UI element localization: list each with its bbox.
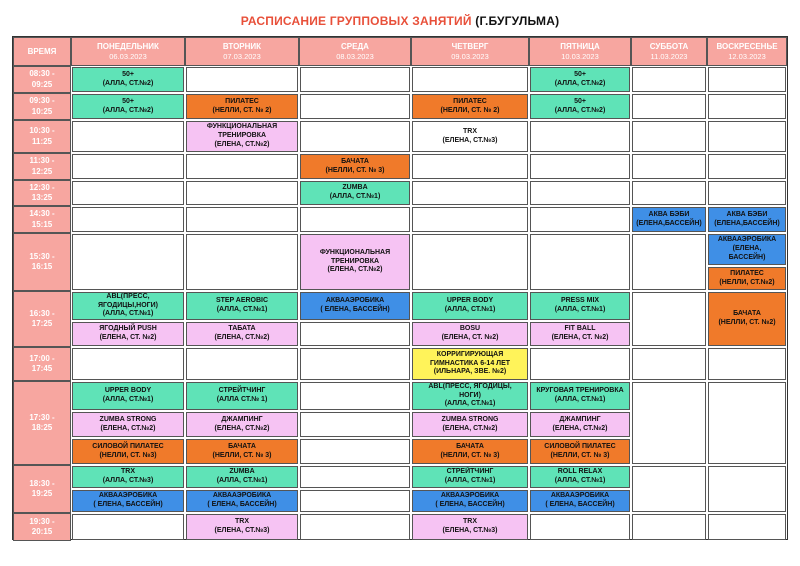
empty-cell (300, 412, 410, 437)
class-info: (АЛЛА, СТ.№1) (216, 306, 268, 313)
class-cell (530, 67, 630, 92)
empty-cell (708, 67, 786, 92)
class-info: ТРЕНИРОВКА (330, 257, 380, 265)
time-start: 14:30 - (29, 209, 55, 219)
class-info: (ЕЛЕНА,БАССЕЙН) (714, 219, 780, 227)
class-info: (ЕЛЕНА, СТ.№2) (442, 424, 498, 432)
class-cell (300, 154, 410, 179)
time-cell (13, 233, 71, 291)
class-cell (412, 322, 528, 346)
class-name: 50+ (122, 97, 134, 105)
class-cell (72, 412, 184, 437)
class-info: (АЛЛА, СТ.№1) (444, 400, 496, 408)
class-cell (412, 94, 528, 119)
class-name: ФУНКЦИОНАЛЬНАЯ (319, 248, 391, 256)
class-info: (ЕЛЕНА, СТ. №2) (441, 334, 499, 341)
time-end: 11:25 (31, 136, 53, 146)
class-name: БАЧАТА (456, 442, 484, 450)
time-cell (13, 120, 71, 153)
class-name: СИЛОВОЙ ПИЛАТЕС (92, 442, 164, 450)
class-info: (ЕЛЕНА,БАССЕЙН) (636, 219, 702, 227)
class-cell (186, 94, 298, 119)
class-cell (412, 412, 528, 437)
class-cell (530, 382, 630, 410)
class-info: (АЛЛА, СТ.№1) (329, 193, 381, 200)
class-name: КРУГОВАЯ ТРЕНИРОВКА (536, 387, 624, 395)
empty-cell (632, 348, 706, 380)
empty-cell (72, 234, 184, 290)
time-end: 12:25 (31, 166, 53, 176)
empty-cell (530, 514, 630, 540)
day-date: 12.03.2023 (728, 51, 766, 61)
empty-cell (708, 466, 786, 512)
class-info: (АЛЛА, СТ.№1) (554, 477, 606, 484)
class-name: ТАБАТА (228, 325, 256, 333)
title-city: (Г.БУГУЛЬМА) (475, 14, 560, 28)
class-name: ФУНКЦИОНАЛЬНАЯ (206, 123, 278, 131)
class-name: ЯГОДНЫЙ PUSH (99, 325, 157, 333)
empty-cell (72, 207, 184, 232)
class-info: (ЕЛЕНА, СТ.№2) (100, 424, 156, 432)
class-name: АКВА БЭБИ (726, 210, 768, 218)
class-name: БАЧАТА (228, 442, 256, 450)
class-cell (530, 292, 630, 320)
class-name: UPPER BODY (104, 387, 152, 395)
empty-cell (530, 207, 630, 232)
time-cell (13, 153, 71, 180)
class-cell (72, 439, 184, 464)
empty-cell (632, 234, 706, 290)
time-end: 10:25 (31, 106, 53, 116)
class-name: СТРЕЙТЧИНГ (218, 387, 266, 395)
class-cell (300, 292, 410, 320)
class-cell (186, 439, 298, 464)
class-name: ABL(ПРЕСС, (106, 292, 150, 300)
empty-cell (72, 348, 184, 380)
empty-cell (708, 348, 786, 380)
class-cell (530, 466, 630, 488)
day-header (299, 37, 411, 66)
empty-cell (412, 154, 528, 179)
class-name: ZUMBA (229, 468, 255, 476)
empty-cell (708, 382, 786, 464)
empty-cell (300, 466, 410, 488)
class-info: (ЕЛЕНА, (732, 245, 762, 253)
class-cell (186, 322, 298, 346)
empty-cell (632, 382, 706, 464)
class-name: ZUMBA STRONG (441, 415, 499, 423)
time-start: 17:00 - (29, 353, 55, 363)
page-title (0, 14, 800, 28)
empty-cell (632, 514, 706, 540)
empty-cell (186, 234, 298, 290)
class-name: FIT BALL (564, 325, 596, 333)
time-start: 08:30 - (29, 69, 55, 79)
class-name: TRX (463, 518, 477, 526)
class-info: (АЛЛА, СТ.№1) (554, 396, 606, 403)
class-info: НОГИ) (459, 391, 481, 399)
day-date: 06.03.2023 (109, 51, 147, 61)
time-start: 15:30 - (29, 251, 55, 261)
class-info: (АЛЛА, СТ.№1) (216, 477, 268, 484)
class-info: (АЛЛА, СТ.№2) (554, 106, 606, 114)
day-name: ПЯТНИЦА (560, 41, 600, 51)
class-name: ROLL RELAX (557, 468, 603, 476)
class-name: ПИЛАТЕС (730, 269, 764, 277)
class-cell (412, 121, 528, 152)
class-name: 50+ (574, 70, 586, 78)
class-name: TRX (235, 518, 249, 526)
class-info: (НЕЛЛИ, СТ. № 3) (440, 451, 500, 459)
class-name: TRX (463, 127, 477, 135)
time-start: 19:30 - (29, 516, 55, 526)
class-name: PRESS MIX (560, 297, 600, 305)
class-name: ABL(ПРЕСС, ЯГОДИЦЫ, (428, 382, 512, 390)
empty-cell (708, 181, 786, 205)
class-cell (72, 490, 184, 512)
empty-cell (412, 207, 528, 232)
class-name: ZUMBA (342, 184, 368, 192)
time-end: 15:15 (31, 219, 53, 229)
class-cell (186, 292, 298, 320)
day-name: ВТОРНИК (222, 41, 262, 51)
class-cell (530, 412, 630, 437)
time-cell (13, 513, 71, 541)
class-cell (186, 382, 298, 410)
class-info: (АЛЛА, СТ.№1) (102, 396, 154, 403)
time-end: 16:15 (31, 262, 53, 271)
time-header (13, 37, 71, 66)
class-cell (708, 234, 786, 265)
time-cell (13, 381, 71, 465)
class-name: БАЧАТА (733, 310, 761, 318)
class-cell (300, 181, 410, 205)
class-name: ДЖАМПИНГ (559, 415, 601, 423)
class-name: АКВААЭРОБИКА (440, 492, 500, 500)
time-cell (13, 206, 71, 233)
time-start: 10:30 - (29, 126, 55, 136)
class-info: (ИЛЬНАРА, ЗВЕ. №2) (433, 368, 507, 376)
day-date: 10.03.2023 (561, 51, 599, 61)
empty-cell (530, 181, 630, 205)
class-name: ПИЛАТЕС (225, 97, 259, 105)
empty-cell (632, 154, 706, 179)
empty-cell (632, 292, 706, 346)
class-name: ДЖАМПИНГ (221, 415, 263, 423)
class-info: (ЕЛЕНА, СТ.№2) (327, 266, 383, 274)
class-cell (708, 207, 786, 232)
class-info: (АЛЛА, СТ.№1) (102, 310, 154, 318)
empty-cell (186, 207, 298, 232)
class-cell (72, 382, 184, 410)
class-info: (ЕЛЕНА, СТ.№3) (214, 527, 270, 534)
class-cell (708, 292, 786, 346)
class-name: АКВААЭРОБИКА (98, 492, 158, 500)
day-date: 11.03.2023 (650, 51, 688, 61)
empty-cell (300, 348, 410, 380)
class-name: BOSU (459, 325, 481, 333)
class-info: ( ЕЛЕНА, БАССЕЙН) (207, 501, 277, 508)
class-info: ТРЕНИРОВКА (217, 132, 267, 140)
time-cell (13, 347, 71, 381)
class-info: (АЛЛА, СТ.№2) (554, 79, 606, 87)
day-name: ПОНЕДЕЛЬНИК (97, 41, 159, 51)
empty-cell (300, 490, 410, 512)
day-name: СУББОТА (649, 41, 689, 51)
empty-cell (708, 154, 786, 179)
class-cell (530, 94, 630, 119)
day-date: 08.03.2023 (336, 51, 374, 61)
class-info: (НЕЛЛИ, СТ. №3) (99, 451, 157, 459)
empty-cell (530, 121, 630, 152)
class-name: СИЛОВОЙ ПИЛАТЕС (544, 442, 616, 450)
day-header (411, 37, 529, 66)
class-info: ( ЕЛЕНА, БАССЕЙН) (93, 501, 163, 508)
empty-cell (186, 181, 298, 205)
time-cell (13, 93, 71, 120)
class-info: (АЛЛА СТ.№ 1) (216, 396, 268, 403)
class-info: (АЛЛА, СТ.№1) (554, 306, 606, 313)
class-info: (АЛЛА, СТ.№1) (444, 477, 496, 484)
empty-cell (186, 348, 298, 380)
day-name: ЧЕТВЕРГ (451, 41, 489, 51)
time-start: 16:30 - (29, 308, 55, 318)
class-name: АКВААЭРОБИКА (325, 297, 385, 305)
title-main: РАСПИСАНИЕ ГРУППОВЫХ ЗАНЯТИЙ (240, 14, 472, 28)
class-name: АКВААЭРОБИКА (717, 236, 777, 244)
time-cell (13, 66, 71, 93)
time-end: 17:45 (31, 364, 53, 373)
class-name: АКВААЭРОБИКА (550, 492, 610, 500)
day-header (707, 37, 787, 66)
empty-cell (300, 67, 410, 92)
empty-cell (300, 382, 410, 410)
class-name: TRX (121, 468, 135, 476)
class-info: (ЕЛЕНА, СТ.№2) (214, 424, 270, 432)
empty-cell (72, 121, 184, 152)
class-info: ( ЕЛЕНА, БАССЕЙН) (545, 501, 615, 508)
class-info: (НЕЛЛИ, СТ. № 3) (550, 451, 610, 459)
class-info: (ЕЛЕНА, СТ.№2) (552, 424, 608, 432)
empty-cell (72, 181, 184, 205)
time-start: 09:30 - (29, 96, 55, 106)
class-cell (186, 490, 298, 512)
time-start: 18:30 - (29, 478, 55, 488)
class-name: АКВА БЭБИ (648, 210, 690, 218)
empty-cell (186, 67, 298, 92)
class-cell (530, 490, 630, 512)
class-info: (АЛЛА, СТ.№2) (102, 79, 154, 87)
time-cell (13, 465, 71, 513)
empty-cell (708, 94, 786, 119)
schedule-table (12, 36, 788, 540)
class-name: 50+ (574, 97, 586, 105)
day-name: ВОСКРЕСЕНЬЕ (716, 41, 778, 51)
empty-cell (530, 154, 630, 179)
class-info: (АЛЛА, СТ.№1) (444, 306, 496, 313)
class-name: ZUMBA STRONG (99, 415, 157, 423)
class-info: (ЕЛЕНА, СТ.№3) (442, 136, 498, 144)
class-info: (НЕЛЛИ, СТ. № 2) (212, 106, 272, 114)
empty-cell (632, 121, 706, 152)
class-cell (186, 466, 298, 488)
day-date: 09.03.2023 (451, 51, 489, 61)
class-name: 50+ (122, 70, 134, 78)
day-date: 07.03.2023 (223, 51, 261, 61)
empty-cell (708, 514, 786, 540)
class-name: КОРРИГИРУЮЩАЯ (436, 350, 504, 358)
class-cell (72, 292, 184, 320)
time-header-label: ВРЕМЯ (27, 46, 57, 56)
class-info: ГИМНАСТИКА 6-14 ЛЕТ (429, 359, 511, 367)
empty-cell (72, 154, 184, 179)
class-info: ( ЕЛЕНА, БАССЕЙН) (320, 306, 390, 313)
class-info: ( ЕЛЕНА, БАССЕЙН) (435, 501, 505, 508)
time-end: 13:25 (31, 193, 53, 202)
class-name: АКВААЭРОБИКА (212, 492, 272, 500)
class-info: БАССЕЙН) (728, 253, 766, 261)
day-header (71, 37, 185, 66)
class-info: ЯГОДИЦЫ,НОГИ) (97, 301, 159, 309)
class-cell (708, 267, 786, 290)
class-info: (НЕЛЛИ, СТ.№2) (719, 278, 775, 286)
class-cell (412, 348, 528, 380)
class-name: СТРЕЙТЧИНГ (446, 468, 494, 476)
time-start: 12:30 - (29, 182, 55, 192)
day-header (185, 37, 299, 66)
class-info: (ЕЛЕНА, СТ. №2) (551, 334, 609, 341)
class-name: STEP AEROBIC (215, 297, 269, 305)
day-header (631, 37, 707, 66)
class-info: (ЕЛЕНА, СТ.№3) (442, 527, 498, 534)
empty-cell (412, 67, 528, 92)
class-name: БАЧАТА (341, 157, 369, 165)
empty-cell (300, 439, 410, 464)
class-name: UPPER BODY (446, 297, 494, 305)
class-cell (72, 94, 184, 119)
empty-cell (412, 234, 528, 290)
empty-cell (632, 181, 706, 205)
class-cell (72, 322, 184, 346)
class-cell (412, 514, 528, 540)
empty-cell (530, 348, 630, 380)
day-header (529, 37, 631, 66)
time-cell (13, 180, 71, 206)
class-cell (186, 121, 298, 152)
time-start: 17:30 - (29, 412, 55, 422)
empty-cell (300, 514, 410, 540)
class-name: ПИЛАТЕС (453, 97, 487, 105)
class-info: (НЕЛЛИ, СТ. №2) (718, 319, 776, 326)
empty-cell (632, 67, 706, 92)
class-cell (530, 322, 630, 346)
day-name: СРЕДА (341, 41, 369, 51)
empty-cell (300, 94, 410, 119)
class-info: (ЕЛЕНА, СТ.№2) (214, 334, 270, 341)
time-cell (13, 291, 71, 347)
class-cell (300, 234, 410, 290)
time-end: 19:25 (31, 489, 53, 498)
class-info: (ЕЛЕНА, СТ. №2) (99, 334, 157, 341)
empty-cell (632, 466, 706, 512)
class-cell (412, 466, 528, 488)
time-end: 20:15 (31, 527, 53, 536)
empty-cell (632, 94, 706, 119)
empty-cell (530, 234, 630, 290)
class-cell (72, 466, 184, 488)
class-info: (НЕЛЛИ, СТ. № 3) (325, 166, 385, 174)
time-end: 18:25 (31, 423, 53, 432)
empty-cell (300, 121, 410, 152)
empty-cell (708, 121, 786, 152)
class-cell (186, 412, 298, 437)
empty-cell (186, 154, 298, 179)
class-cell (72, 67, 184, 92)
time-start: 11:30 - (29, 156, 55, 166)
empty-cell (412, 181, 528, 205)
empty-cell (300, 322, 410, 346)
class-info: (НЕЛЛИ, СТ. № 2) (440, 106, 500, 114)
class-cell (530, 439, 630, 464)
empty-cell (300, 207, 410, 232)
empty-cell (72, 514, 184, 540)
class-cell (412, 490, 528, 512)
class-info: (НЕЛЛИ, СТ. № 3) (212, 451, 272, 459)
class-info: (АЛЛА, СТ.№2) (102, 106, 154, 114)
time-end: 09:25 (31, 79, 53, 89)
class-cell (412, 292, 528, 320)
time-end: 17:25 (31, 319, 53, 328)
class-cell (412, 439, 528, 464)
class-info: (АЛЛА, СТ.№3) (102, 477, 154, 484)
class-cell (186, 514, 298, 540)
class-cell (632, 207, 706, 232)
class-cell (412, 382, 528, 410)
class-info: (ЕЛЕНА, СТ.№2) (214, 140, 270, 148)
